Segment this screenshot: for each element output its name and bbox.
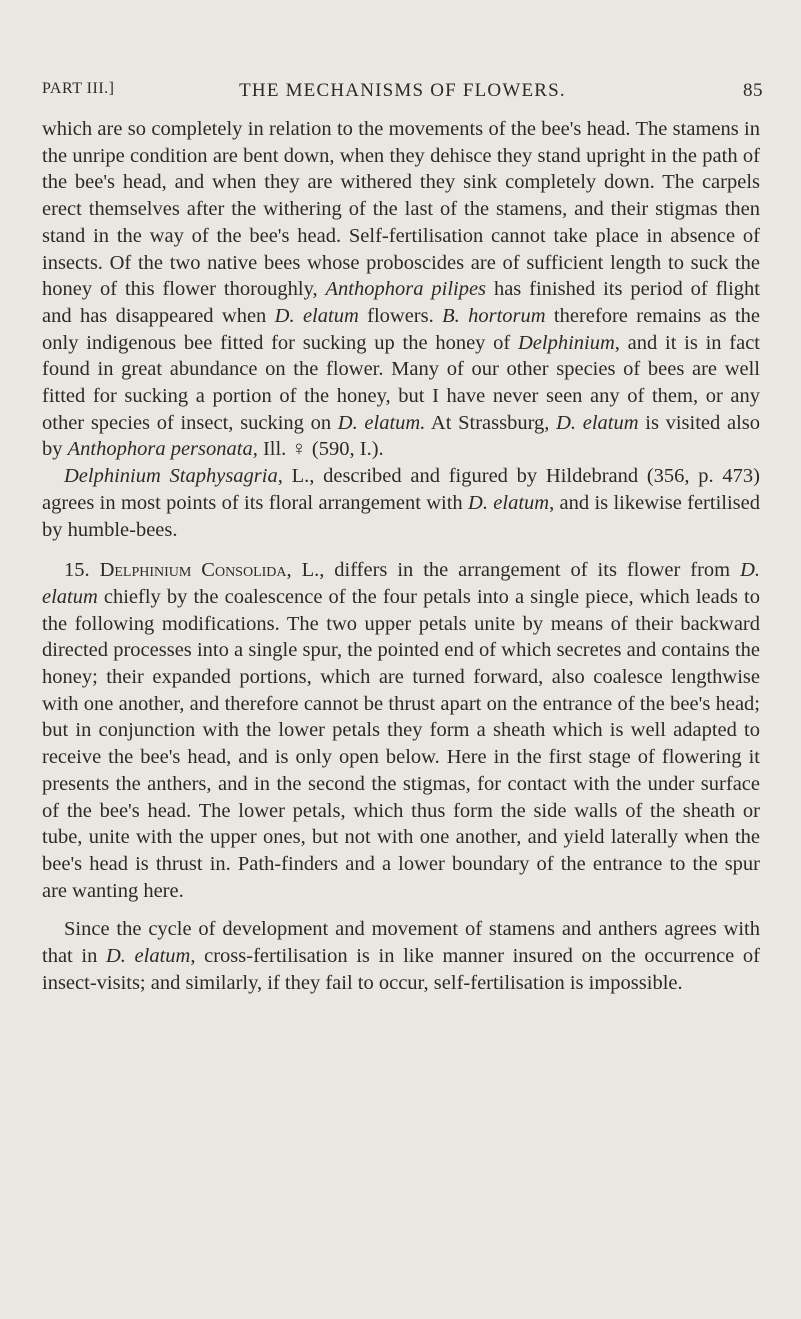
- text-run: , cross-fertilisation is in like manner insured on the occurrence of insect-visits; and similarly, if they fail to occur, self-fertilisation is impossible.: [42, 945, 760, 994]
- text-run: , L., differs in the arrangement of its flower from: [286, 559, 741, 582]
- text-run: 15.: [64, 559, 100, 582]
- text-run: flowers.: [358, 304, 443, 327]
- text-run: , and is likewise fertilised by humble-bees.: [42, 491, 760, 541]
- italic-term: Delphinium Staphysagria: [64, 465, 278, 488]
- paragraph-development-cycle: [42, 916, 760, 996]
- text-run: At Strassburg,: [425, 411, 557, 434]
- italic-term: D. elatum: [468, 491, 550, 514]
- text-run: has finished its period of flight and has disappeared when: [42, 278, 761, 327]
- italic-term: Delphinium: [518, 331, 615, 354]
- italic-term: D. elatum.: [337, 411, 426, 434]
- text-run: which are so completely in relation to the movements of the bee's head. The stamens in the unripe condition are bent down, when they dehisce they stand upright in the path of the bee's head, and when they are withered they sink completely down. The carpels erect themselves after the withering of the last of the stamens, and their stigmas then stand in the way of the bee's head. Self-fertilisation cannot take place in absence of insects. Of the two native bees whose proboscides are of sufficient length to suck the honey of this flower thoroughly,: [42, 118, 760, 301]
- italic-term: Anthophora personata: [67, 438, 253, 461]
- part-label: PART III.]: [42, 80, 115, 97]
- text-run: , L., described and figured by Hildebrand (356, p. 473) agrees in most points of its floral arrangement with: [42, 465, 760, 514]
- italic-term: Anthophora pilipes: [325, 278, 487, 301]
- body-text: [42, 116, 760, 997]
- running-title: THE MECHANISMS OF FLOWERS.: [239, 80, 566, 101]
- text-run: is visited also by: [42, 411, 760, 461]
- text-run: Since the cycle of development and movement of stamens and anthers agrees with that in: [42, 918, 760, 968]
- italic-term: D. elatum: [105, 945, 191, 968]
- text-run: , Ill. ♀ (590, I.).: [252, 438, 384, 461]
- italic-term: B. hortorum: [442, 304, 546, 327]
- page-number: 85: [743, 80, 763, 101]
- species-heading: Delphinium Consolida: [99, 559, 287, 582]
- text-run: therefore remains as the only indigenous bee fitted for sucking up the honey of: [42, 304, 760, 354]
- paragraph-delphinium-consolida: [42, 557, 760, 904]
- running-header: [42, 80, 763, 106]
- italic-term: D. elatum: [42, 559, 760, 608]
- text-run: chiefly by the coalescence of the four petals into a single piece, which leads to the following modifications. The two upper petals unite by means of their backward directed processes into a single spur, the pointed end of which secretes and contains the honey; their expanded portions, which are turned forward, also coalesce lengthwise with one another, and therefore cannot be thrust apart on the entrance of the bee's head; but in conjunction with the lower petals they form a sheath which is well adapted to receive the bee's head, and is only open below. Here in the first stage of flowering it presents the anthers, and in the second the stigmas, for contact with the under surface of the bee's head. The lower petals, which thus form the side walls of the sheath or tube, unite with the upper ones, but not with one another, and yield laterally when the bee's head is thrust in. Path-finders and a lower boundary of the entrance to the spur are wanting here.: [42, 585, 760, 902]
- italic-term: D. elatum: [274, 304, 359, 327]
- italic-term: D. elatum: [556, 411, 639, 434]
- paragraph-delphinium-staphysagria: [42, 463, 760, 543]
- paragraph-1: [42, 116, 760, 463]
- text-run: , and it is in fact found in great abundance on the flower. Many of our other species of bees are well fitted for sucking a portion of the honey, but I have never seen any of them, or any other species of insect, sucking on: [42, 331, 760, 434]
